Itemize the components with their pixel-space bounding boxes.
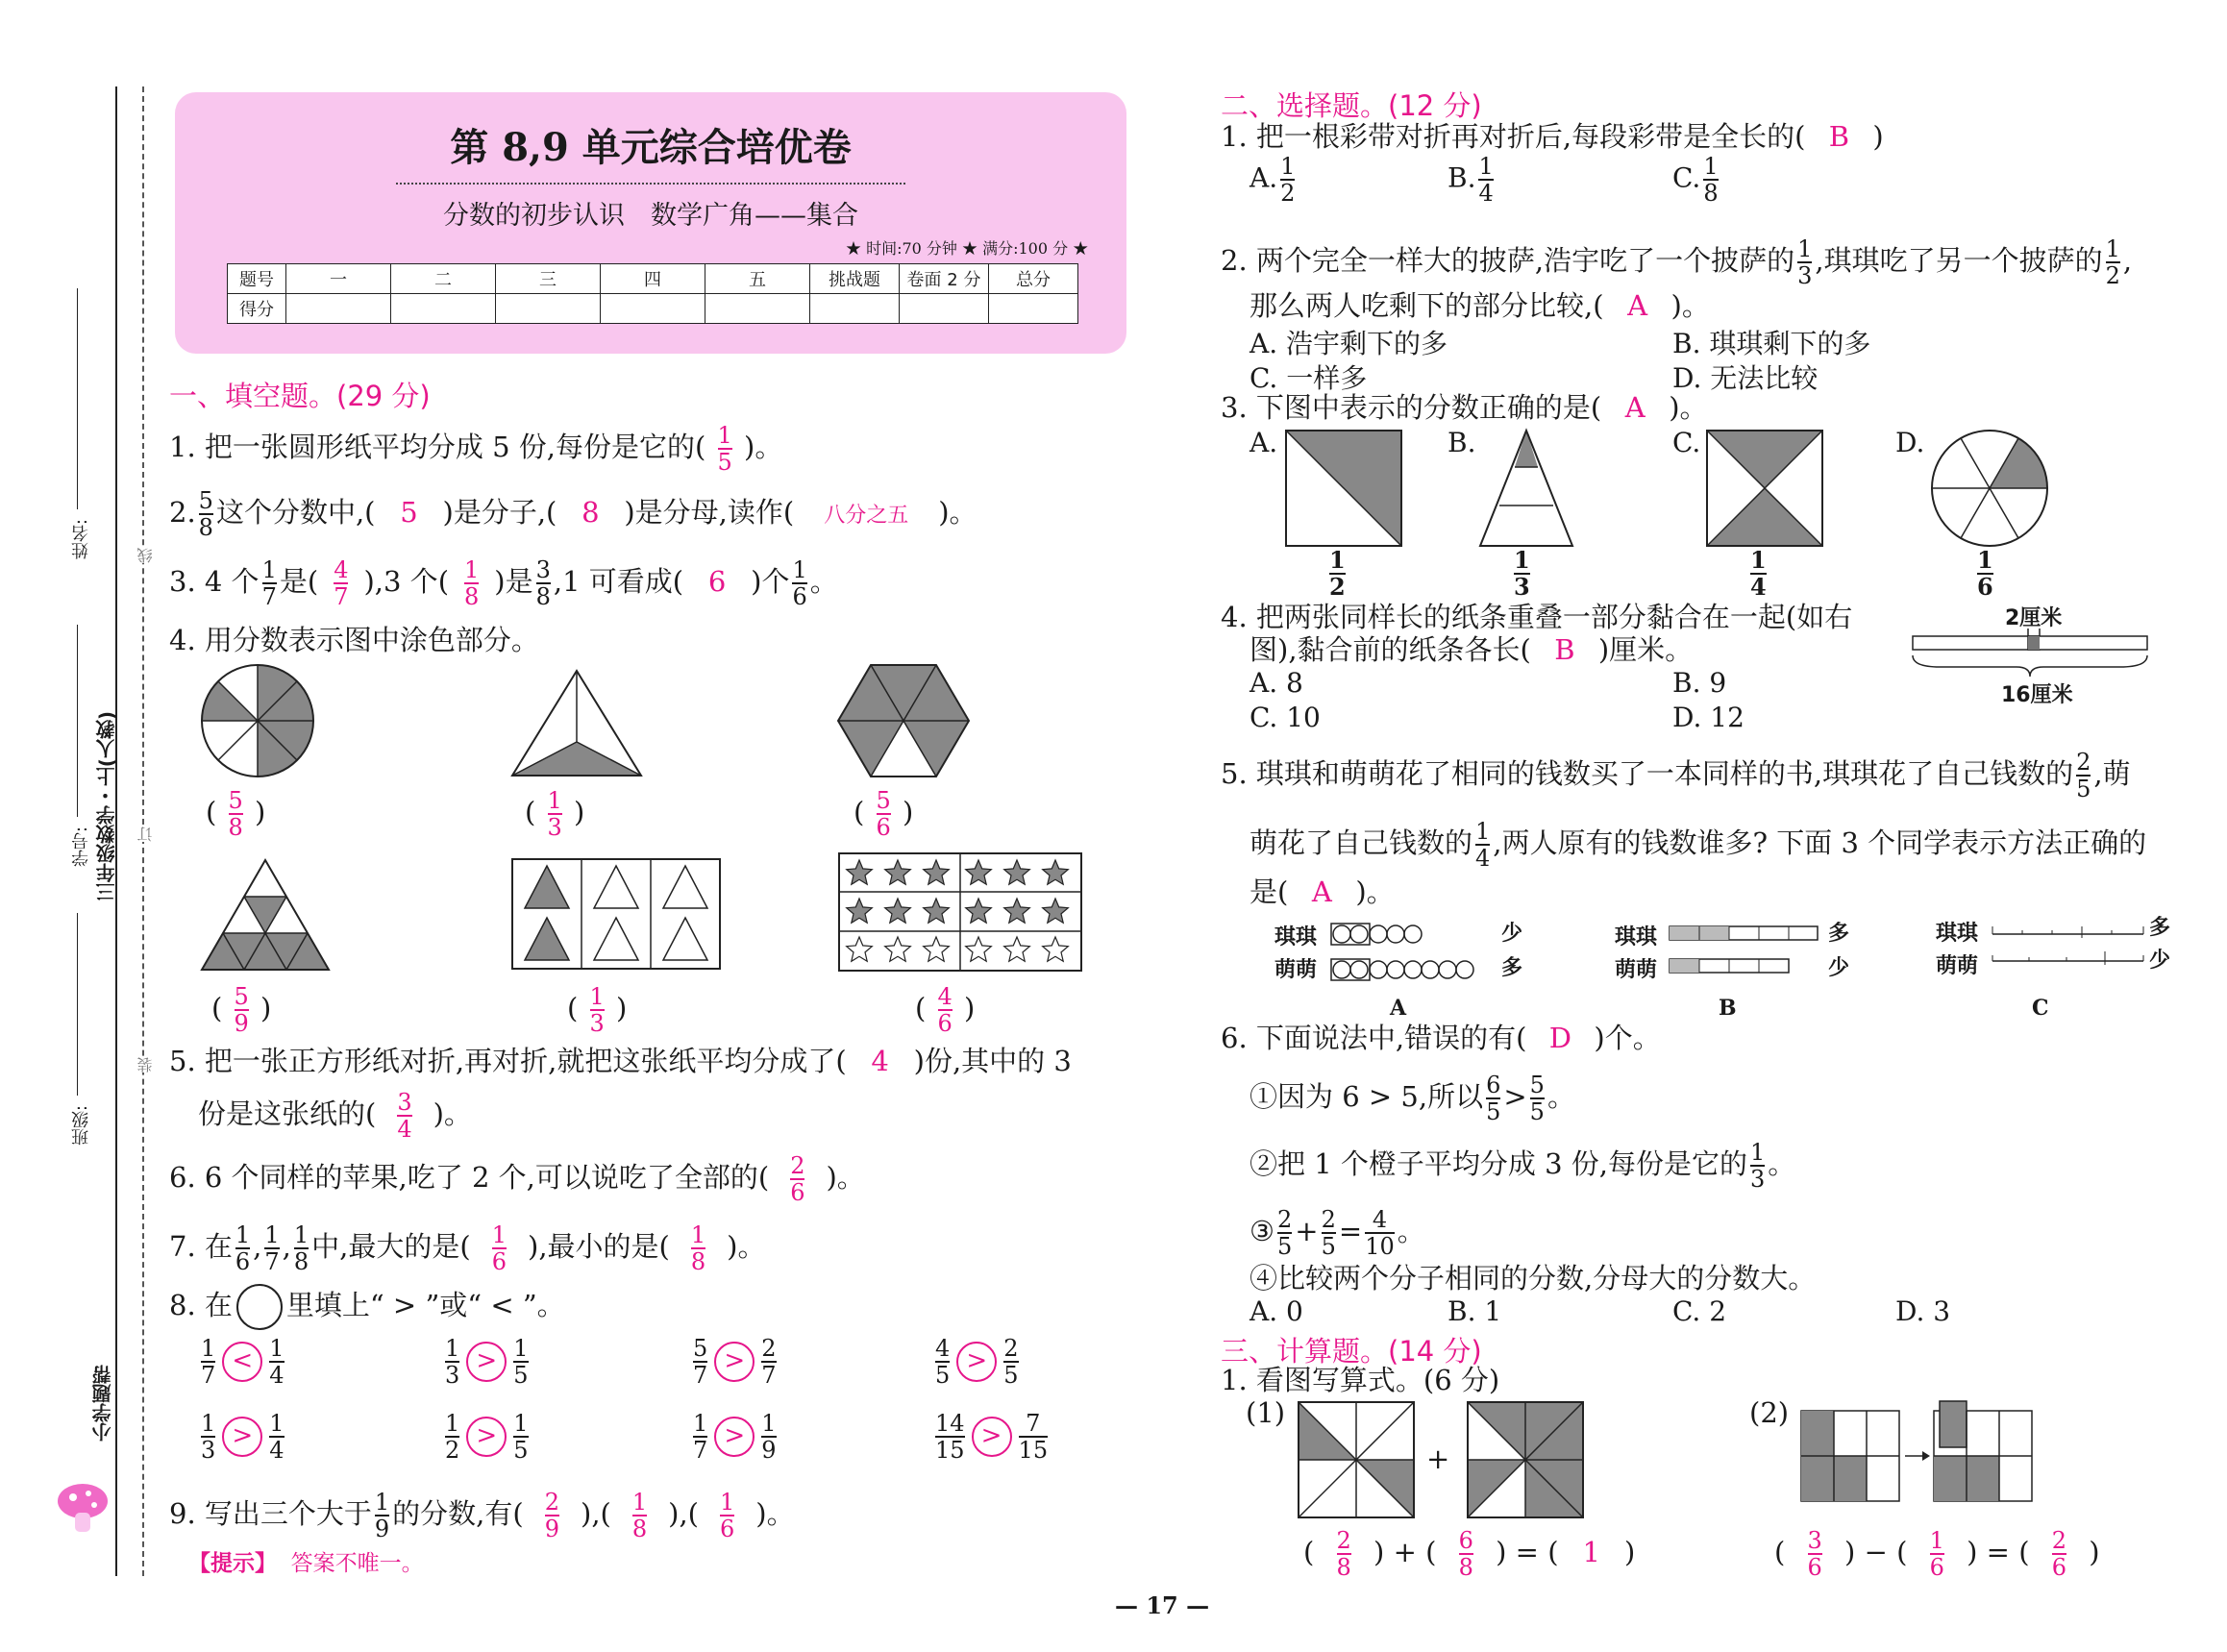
q2-6: 6. 下面说法中,错误的有( D )个。 bbox=[1221, 1022, 1661, 1054]
class-line bbox=[77, 913, 78, 1096]
q2-4-line2: 图),黏合前的纸条各长( B )厘米。 bbox=[1250, 633, 1694, 666]
q1-9-answer-3: $\frac{1}{6}$ bbox=[720, 1489, 735, 1542]
compare-answer-circle[interactable]: > bbox=[714, 1417, 755, 1457]
q2-6-statement-2: ②把 1 个橙子平均分成 3 份,每份是它的 $\frac{1}{3}$ 。 bbox=[1250, 1139, 1796, 1193]
q3-1-part-1-label: (1) bbox=[1246, 1396, 1286, 1429]
compare-item: $\frac{1}{3}$ > $\frac{1}{4}$ bbox=[201, 1410, 285, 1464]
q2-4: 4. 把两张同样长的纸条重叠一部分黏合在一起(如右 bbox=[1221, 601, 1853, 633]
diagram-c-segments bbox=[1992, 923, 2149, 971]
q2-6-answer: D bbox=[1548, 1022, 1572, 1054]
q1-1: 1. 把一张圆形纸平均分成 5 份,每份是它的( $\frac{1}{5}$ )。 bbox=[169, 422, 783, 476]
q3-1-e1-c: 1 bbox=[1582, 1536, 1600, 1568]
q1-4-answer-6: ( $\frac{4}{6}$ ) bbox=[915, 983, 976, 1037]
q1-9: 9. 写出三个大于 $\frac{1}{9}$ 的分数,有( $\frac{2}{9}$ ),( $\frac{1}{8}$ ),( $\frac{1}{6}$ )。 bbox=[169, 1489, 795, 1542]
q2-6-option-b[interactable]: B. 1 bbox=[1448, 1295, 1502, 1327]
strip-top-label: 2厘米 bbox=[2005, 606, 2063, 630]
score-input-cell[interactable] bbox=[496, 294, 601, 324]
q2-3-option-b[interactable]: B. bbox=[1448, 427, 1476, 458]
q1-5-answer-1: 4 bbox=[871, 1045, 889, 1077]
q1-9-answer-2: $\frac{1}{8}$ bbox=[631, 1489, 648, 1542]
q3-1-expression-2: ( $\frac{3}{6}$ ) − ( $\frac{1}{6}$ ) = ( $\frac{2}{6}$ ) bbox=[1774, 1527, 2100, 1581]
diagram-b-more: 多 bbox=[1828, 922, 1850, 946]
score-input-cell[interactable] bbox=[900, 294, 989, 324]
square-x-figure bbox=[1705, 429, 1824, 548]
q3-1-part-2-label: (2) bbox=[1749, 1396, 1790, 1429]
q2-5: 5. 琪琪和萌萌花了相同的钱数买了一本同样的书,琪琪花了自己钱数的 $\frac{2}{5}$ ,萌 bbox=[1221, 749, 2131, 802]
compare-item: $\frac{1}{7}$ > $\frac{1}{9}$ bbox=[693, 1410, 777, 1464]
name-line bbox=[77, 288, 78, 509]
section-1-title: 一、填空题。(29 分) bbox=[169, 380, 431, 412]
plus-sign: + bbox=[1426, 1442, 1450, 1475]
q1-2-answer-2: 8 bbox=[581, 496, 600, 529]
q1-7-answer-1: $\frac{1}{6}$ bbox=[491, 1221, 507, 1275]
score-table bbox=[227, 263, 1078, 324]
bind-mark: 订 bbox=[136, 826, 155, 842]
triangle-9-parts-figure bbox=[200, 858, 331, 972]
book-label: 三年级数学・上(人教) bbox=[95, 711, 118, 902]
q1-1-text: 1. 把一张圆形纸平均分成 5 份,每份是它的( bbox=[169, 431, 706, 463]
score-input-cell[interactable] bbox=[391, 294, 496, 324]
q1-4-answer-3: ( $\frac{5}{6}$ ) bbox=[854, 787, 914, 841]
compare-answer-circle[interactable]: > bbox=[956, 1342, 997, 1382]
star-grid-figure bbox=[838, 852, 1082, 972]
brand-label: 小学题帮 bbox=[91, 1365, 114, 1442]
q1-6: 6. 6 个同样的苹果,吃了 2 个,可以说吃了全部的( $\frac{2}{6}$ )。 bbox=[169, 1152, 865, 1206]
q2-5-answer: A bbox=[1311, 875, 1332, 908]
q2-4-option-c[interactable]: C. 10 bbox=[1250, 702, 1321, 733]
q2-4-answer: B bbox=[1554, 633, 1575, 666]
score-header-cell: 题号 bbox=[228, 264, 286, 294]
score-header-cell: 五 bbox=[705, 264, 810, 294]
score-header-cell: 三 bbox=[496, 264, 601, 294]
q3-1-e2-b: $\frac{1}{6}$ bbox=[1929, 1527, 1944, 1581]
exam-meta: ★ 时间:70 分钟 ★ 满分:100 分 ★ bbox=[846, 239, 1089, 258]
q2-3-answer: A bbox=[1624, 391, 1646, 424]
q1-4: 4. 用分数表示图中涂色部分。 bbox=[169, 624, 539, 656]
q2-2-answer: A bbox=[1627, 289, 1648, 322]
diagram-a-circles bbox=[1330, 923, 1503, 984]
triangle-3-parts-figure bbox=[509, 668, 644, 783]
score-input-cell[interactable] bbox=[601, 294, 705, 324]
q1-4-answer-4: ( $\frac{5}{9}$ ) bbox=[211, 983, 272, 1037]
score-header-cell: 一 bbox=[286, 264, 391, 294]
q3-1-e2-c: $\frac{2}{6}$ bbox=[2051, 1527, 2067, 1581]
square-8-parts-right-figure bbox=[1467, 1401, 1584, 1518]
compare-item: $\frac{14}{15}$ > $\frac{7}{15}$ bbox=[935, 1410, 1049, 1464]
q3-1-e2-a: $\frac{3}{6}$ bbox=[1807, 1527, 1822, 1581]
q1-4-answer-5: ( $\frac{1}{3}$ ) bbox=[567, 983, 628, 1037]
rectangle-6-parts-figure bbox=[1799, 1399, 2068, 1505]
mushroom-logo-icon bbox=[54, 1480, 111, 1538]
hint: 【提示】 答案不唯一。 bbox=[188, 1550, 424, 1576]
q1-8: 8. 在 里填上“ > ”或“ < ”。 bbox=[169, 1284, 565, 1330]
q1-9-answer-1: $\frac{2}{9}$ bbox=[544, 1489, 559, 1542]
compare-answer-circle[interactable]: > bbox=[222, 1417, 262, 1457]
q1-4-answer-2: ( $\frac{1}{3}$ ) bbox=[525, 787, 585, 841]
q2-2-option-d[interactable]: D. 无法比较 bbox=[1672, 362, 1819, 394]
triangle-grid-figure bbox=[511, 858, 721, 970]
square-diagonal-figure bbox=[1284, 429, 1403, 548]
section-2-title: 二、选择题。(12 分) bbox=[1221, 89, 1482, 122]
compare-item: $\frac{1}{2}$ > $\frac{1}{5}$ bbox=[445, 1410, 529, 1464]
q3-1: 1. 看图写算式。(6 分) bbox=[1221, 1364, 1500, 1396]
section-3-title: 三、计算题。(14 分) bbox=[1221, 1335, 1482, 1368]
q2-5-line3: 是( A )。 bbox=[1250, 875, 1395, 908]
score-header-cell: 总分 bbox=[989, 264, 1078, 294]
compare-item: $\frac{4}{5}$ > $\frac{2}{5}$ bbox=[935, 1335, 1019, 1389]
q2-6-statement-3: ③ $\frac{2}{5}$ + $\frac{2}{5}$ = $\frac{4}{10}$ 。 bbox=[1250, 1206, 1425, 1260]
q1-6-answer: $\frac{2}{6}$ bbox=[790, 1152, 805, 1206]
q2-6-option-a[interactable]: A. 0 bbox=[1250, 1295, 1303, 1327]
square-8-parts-left-figure bbox=[1298, 1401, 1415, 1518]
subtitle: 分数的初步认识 数学广角——集合 bbox=[443, 201, 858, 231]
diagram-b-mengmeng: 萌萌 bbox=[1615, 958, 1658, 982]
q2-3-option-c[interactable]: C. bbox=[1672, 427, 1701, 458]
score-header-cell: 二 bbox=[391, 264, 496, 294]
q3-1-e1-b: $\frac{6}{8}$ bbox=[1458, 1527, 1473, 1581]
diagram-b-qiqi: 琪琪 bbox=[1615, 925, 1658, 949]
q2-1-answer: B bbox=[1828, 120, 1850, 153]
diagram-b-less: 少 bbox=[1828, 956, 1850, 980]
q2-3-frac-d: $\frac{1}{6}$ bbox=[1977, 546, 1993, 601]
circle-8-parts-figure bbox=[200, 663, 315, 778]
q2-1: 1. 把一根彩带对折再对折后,每段彩带是全长的( B ) bbox=[1221, 120, 1884, 153]
diagram-a-qiqi: 琪琪 bbox=[1274, 925, 1318, 949]
q1-5: 5. 把一张正方形纸对折,再对折,就把这张纸平均分成了( 4 )份,其中的 3 bbox=[169, 1045, 1072, 1077]
compare-circle-icon bbox=[236, 1284, 283, 1330]
q1-4-answer-1: ( $\frac{5}{8}$ ) bbox=[206, 787, 266, 841]
q2-5-line2: 萌花了自己钱数的 $\frac{1}{4}$ ,两人原有的钱数谁多? 下面 3 个同学表示方法正确的 bbox=[1250, 818, 2147, 872]
q2-3-option-a[interactable]: A. bbox=[1250, 427, 1278, 458]
diagram-a-mengmeng: 萌萌 bbox=[1274, 958, 1318, 982]
q1-1-answer: $\frac{1}{5}$ bbox=[717, 422, 732, 476]
id-label: 学号: bbox=[71, 826, 91, 868]
q2-4-option-a[interactable]: A. 8 bbox=[1250, 667, 1303, 699]
compare-item: $\frac{1}{7}$ < $\frac{1}{4}$ bbox=[201, 1335, 285, 1389]
q1-2-answer-1: 5 bbox=[400, 496, 418, 529]
q2-1-option-a[interactable]: A. $\frac{1}{2}$ bbox=[1250, 153, 1296, 207]
paper-strips-figure bbox=[1911, 627, 2151, 684]
page-number: — 17 — bbox=[1115, 1591, 1210, 1619]
q1-5-line2: 份是这张纸的( $\frac{3}{4}$ )。 bbox=[198, 1089, 472, 1143]
q2-4-option-b[interactable]: B. 9 bbox=[1672, 667, 1727, 699]
q2-6-statement-4: ④比较两个分子相同的分数,分母大的分数大。 bbox=[1250, 1262, 1817, 1294]
diagram-c-mengmeng: 萌萌 bbox=[1936, 954, 1979, 978]
score-header-cell: 卷面 2 分 bbox=[900, 264, 989, 294]
name-label: 姓名: bbox=[71, 519, 91, 560]
diagram-b-label[interactable]: B bbox=[1719, 996, 1737, 1021]
q1-3-answer-2: $\frac{1}{8}$ bbox=[464, 556, 480, 610]
compare-answer-circle[interactable]: > bbox=[714, 1342, 755, 1382]
diagram-c-more: 多 bbox=[2149, 916, 2171, 940]
q2-2: 2. 两个完全一样大的披萨,浩宇吃了一个披萨的 $\frac{1}{3}$ ,琪琪吃了另一个披萨的 $\frac{1}{2}$ , bbox=[1221, 235, 2133, 289]
diagram-c-qiqi: 琪琪 bbox=[1936, 922, 1979, 946]
line-mark: 线 bbox=[136, 548, 155, 563]
q1-2-answer-3: 八分之五 bbox=[824, 504, 909, 528]
q2-6-option-c[interactable]: C. 2 bbox=[1672, 1295, 1727, 1327]
q2-2-option-c[interactable]: C. 一样多 bbox=[1250, 362, 1368, 394]
diagram-a-less: 少 bbox=[1501, 922, 1523, 946]
q1-3-answer-1: $\frac{4}{7}$ bbox=[334, 556, 349, 610]
score-row-label: 得分 bbox=[228, 294, 286, 324]
diagram-a-label[interactable]: A bbox=[1390, 996, 1407, 1021]
fold-mark: 装 bbox=[136, 1057, 155, 1073]
compare-item: $\frac{5}{7}$ > $\frac{2}{7}$ bbox=[693, 1335, 777, 1389]
q2-3-option-d[interactable]: D. bbox=[1895, 427, 1925, 458]
q1-3: 3. 4 个 $\frac{1}{7}$ 是( $\frac{4}{7}$ ),3 个( $\frac{1}{8}$ )是 $\frac{3}{8}$ ,1 可看成( 6 )个 $\frac{1}{6}$ 。 bbox=[169, 556, 838, 610]
score-input-cell[interactable] bbox=[810, 294, 900, 324]
q2-6-statement-1: ①因为 6 > 5,所以 $\frac{6}{5}$ > $\frac{5}{5}$ 。 bbox=[1250, 1072, 1575, 1125]
circle-6-parts-figure bbox=[1930, 429, 2049, 548]
q2-4-option-d[interactable]: D. 12 bbox=[1672, 702, 1744, 733]
q2-1-option-c[interactable]: C. $\frac{1}{8}$ bbox=[1672, 153, 1719, 207]
q2-3-frac-b: $\frac{1}{3}$ bbox=[1514, 546, 1530, 601]
score-header-cell: 挑战题 bbox=[810, 264, 900, 294]
strip-bottom-label: 16厘米 bbox=[2001, 683, 2073, 707]
hexagon-6-parts-figure bbox=[836, 663, 971, 778]
q3-1-e1-a: $\frac{2}{8}$ bbox=[1336, 1527, 1351, 1581]
score-input-cell[interactable] bbox=[705, 294, 810, 324]
compare-answer-circle[interactable]: > bbox=[972, 1417, 1012, 1457]
q1-2: 2. $\frac{5}{8}$ 这个分数中,( 5 )是分子,( 8 )是分母,读作( 八分之五 )。 bbox=[169, 487, 977, 541]
q2-6-option-d[interactable]: D. 3 bbox=[1895, 1295, 1951, 1327]
q2-3-frac-c: $\frac{1}{4}$ bbox=[1750, 546, 1767, 601]
diagram-b-bars bbox=[1669, 925, 1826, 976]
compare-answer-circle[interactable]: > bbox=[466, 1342, 507, 1382]
q1-5-answer-2: $\frac{3}{4}$ bbox=[397, 1089, 412, 1143]
q2-3: 3. 下图中表示的分数正确的是( A )。 bbox=[1221, 391, 1708, 424]
q3-1-expression-1: ( $\frac{2}{8}$ ) + ( $\frac{6}{8}$ ) = ( 1 ) bbox=[1303, 1527, 1636, 1581]
q2-2-option-a[interactable]: A. 浩宇剩下的多 bbox=[1250, 328, 1448, 359]
q2-3-frac-a: $\frac{1}{2}$ bbox=[1329, 546, 1346, 601]
compare-item: $\frac{1}{3}$ > $\frac{1}{5}$ bbox=[445, 1335, 529, 1389]
q1-7-answer-2: $\frac{1}{8}$ bbox=[690, 1221, 706, 1275]
q1-3-answer-3: 6 bbox=[707, 565, 727, 598]
id-line bbox=[77, 625, 78, 817]
diagram-c-less: 少 bbox=[2149, 949, 2171, 973]
q1-7: 7. 在 $\frac{1}{6}$ , $\frac{1}{7}$ , $\frac{1}{8}$ 中,最大的是( $\frac{1}{6}$ ),最小的是( $\frac{1}{8}$ )。 bbox=[169, 1221, 766, 1275]
score-header-cell: 四 bbox=[601, 264, 705, 294]
q2-1-option-b[interactable]: B. $\frac{1}{4}$ bbox=[1448, 153, 1494, 207]
score-input-cell[interactable] bbox=[989, 294, 1078, 324]
title-divider bbox=[396, 183, 905, 185]
q2-2-line2: 那么两人吃剩下的部分比较,( A )。 bbox=[1250, 289, 1710, 322]
score-input-cell[interactable] bbox=[286, 294, 391, 324]
page-title: 第 8,9 单元综合培优卷 bbox=[450, 125, 852, 170]
class-label: 班级: bbox=[71, 1105, 91, 1147]
compare-answer-circle[interactable]: > bbox=[466, 1417, 507, 1457]
diagram-a-more: 多 bbox=[1501, 956, 1523, 980]
compare-answer-circle[interactable]: < bbox=[222, 1342, 262, 1382]
diagram-c-label[interactable]: C bbox=[2032, 996, 2049, 1021]
q2-2-option-b[interactable]: B. 琪琪剩下的多 bbox=[1672, 328, 1871, 359]
triangle-strips-figure bbox=[1478, 429, 1574, 548]
